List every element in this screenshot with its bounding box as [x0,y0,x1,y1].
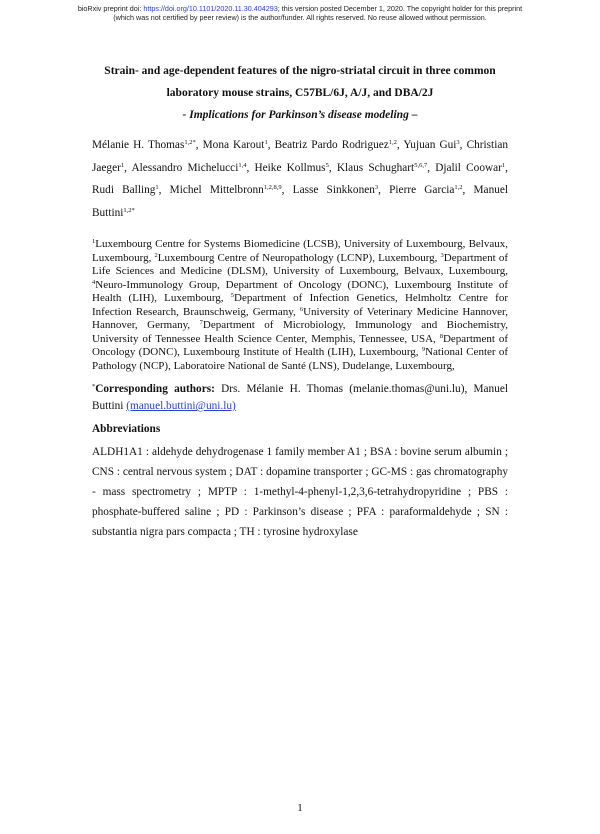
author-name: Mona Karout [202,139,265,151]
author-name: Alessandro Michelucci [131,161,239,174]
author [435,162,505,174]
author-name: Heike Kollmus [254,161,326,174]
author [203,139,268,151]
affiliation-number: 4 [92,278,96,286]
author-affiliation-marker: 1,2 [454,184,463,191]
author-name: Rudi Balling [92,184,156,196]
affiliation-text: Department of Infection Genetics, Helmholtz Centre for Infection Research, Braunschweig, Germany, [92,292,508,318]
affiliation-number: 2 [154,251,158,259]
author-affiliation-marker: 1,4 [238,161,247,169]
affiliation-number: 6 [299,305,304,313]
abbreviations-heading: Abbreviations [92,423,161,435]
affiliation-text: University of Veterinary Medicine Hannover, Hannover, Germany, [92,305,508,331]
author-list: Mélanie H. Thomas$^{1,2*}$, Mona Karout$^1$, Beatriz Pardo Rodriguez$^{1,2}$, Yujuan Gui$^3$, Christian Jaeger$^1$, Alessandro Michelucci$^{1,4}$, Heike Kollmus$^5$, Klaus Schughart$^{5,6,7}$, Djalil Coowar$^1$, Rudi Balling$^1$, Michel Mittelbronn$^{1,2,8,9}$, Lasse Sinkkonen$^3$, Pierre Garcia$^{1,2}$, Manuel Buttini$^{1,2*}$ [92,139,509,219]
header-prefix: bioRxiv preprint doi: [77,4,144,13]
affiliation-number: 7 [199,319,203,326]
affiliation-text: Neuro-Immunology Group, Department of Oncology (DONC), Luxembourg Institute of Health (LIH), Luxembourg, [92,278,508,304]
author [403,139,459,151]
corresponding-label: Corresponding authors: [95,383,215,395]
author [92,139,196,151]
author-name: Mélanie H. Thomas [92,139,185,151]
corresponding-text: Drs. Mélanie H. Thomas (melanie.thomas@uni.lu), Manuel Buttini [92,383,508,412]
header-license: (which was not certified by peer review) is the author/funder. All rights reserved. No reuse allowed without permission. [113,13,487,22]
author-name: Christian Jaeger [92,139,508,174]
author-affiliation-marker: 5 [325,161,329,169]
author [337,162,427,174]
author-name: Manuel Buttini [92,184,509,219]
affiliation-number: 3 [440,251,444,259]
preprint-header [0,0,600,22]
author [389,184,462,196]
page-content [0,60,600,542]
affiliation-text: National Center of Pathology (NCP), Laboratoire National de Santé (LNS), Dudelange, Luxembourg, [92,346,508,372]
corresponding-email-link[interactable]: (manuel.buttini@uni.lu) [126,400,236,412]
author [293,184,378,196]
corresponding-authors [92,381,508,415]
corresponding-star: * [92,383,96,390]
author-affiliation-marker: 3 [456,139,460,146]
author-name: Yujuan Gui [403,139,457,151]
header-suffix: ; this version posted December 1, 2020. The copyright holder for this preprint [277,4,523,13]
paper-title [52,60,548,126]
affiliation-number: 8 [439,332,443,340]
page-number: 1 [297,802,303,814]
author-affiliation-marker: 3 [374,184,379,191]
author-name: Pierre Garcia [389,184,455,196]
author-name: Djalil Coowar [435,161,502,174]
affiliation-text: Department of Life Sciences and Medicine (DLSM), University of Luxembourg, Belvaux, Luxembourg, [92,251,508,277]
author-affiliation-marker: 1,2* [184,139,196,146]
affiliation-number: 9 [421,346,426,353]
author [275,139,397,151]
author-name: Michel Mittelbronn [169,184,264,196]
abbreviations-text: ALDH1A1 : aldehyde dehydrogenase 1 family member A1 ; BSA : bovine serum albumin ; CNS : central nervous system ; DAT : dopamine transporter ; GC-MS : gas chromatography - mass spectrometry ; MPTP : 1-methyl-4-phenyl-1,2,3,6-tetrahydropyridine ; PBS : phosphate-buffered saline ; PD : Parkinson’s disease ; PFA : paraformaldehyde ; SN : substantia nigra pars compacta ; TH : tyrosine hydroxylase [92,446,508,538]
author-name: Beatriz Pardo Rodriguez [274,139,389,151]
title-line-2: laboratory mouse strains, C57BL/6J, A/J, and DBA/2J [166,87,434,99]
author-affiliation-marker: 5,6,7 [414,161,428,169]
author-affiliation-marker: 1 [501,161,506,169]
author-affiliation-marker: 1,2 [388,139,397,146]
author-affiliation-marker: 1 [155,184,159,191]
affiliation-text: Department of Microbiology, Immunology and Biochemistry, University of Tennessee Health Science Center, Memphis, Tennessee, USA, [92,319,508,345]
author-affiliation-marker: 1,2* [123,206,135,214]
author [254,162,328,174]
author [92,184,159,196]
author [132,162,247,174]
affiliation-text: Luxembourg Centre of Neuropathology (LCNP), Luxembourg, [157,251,441,264]
author-name: Klaus Schughart [336,161,415,174]
author-name: Lasse Sinkkonen [292,184,375,196]
affiliation-number: 1 [92,238,96,245]
title-subtitle: - Implications for Parkinson’s disease modeling – [182,109,418,121]
affiliations [92,238,508,373]
author [170,184,282,196]
affiliation-number: 5 [230,292,235,299]
affiliation-text: Department of Oncology (DONC), Luxembourg Institute of Health (LIH), Luxembourg, [92,332,508,358]
author-affiliation-marker: 1 [264,139,268,146]
doi-link[interactable]: https://doi.org/10.1101/2020.11.30.404293 [143,4,278,13]
author-affiliation-marker: 1,2,8,9 [263,184,282,191]
author-affiliation-marker: 1 [120,161,125,169]
affiliation-text: Luxembourg Centre for Systems Biomedicine (LCSB), University of Luxembourg, Belvaux, Luxembourg, [92,238,508,264]
title-line-1: Strain- and age-dependent features of the nigro-striatal circuit in three common [104,65,496,77]
